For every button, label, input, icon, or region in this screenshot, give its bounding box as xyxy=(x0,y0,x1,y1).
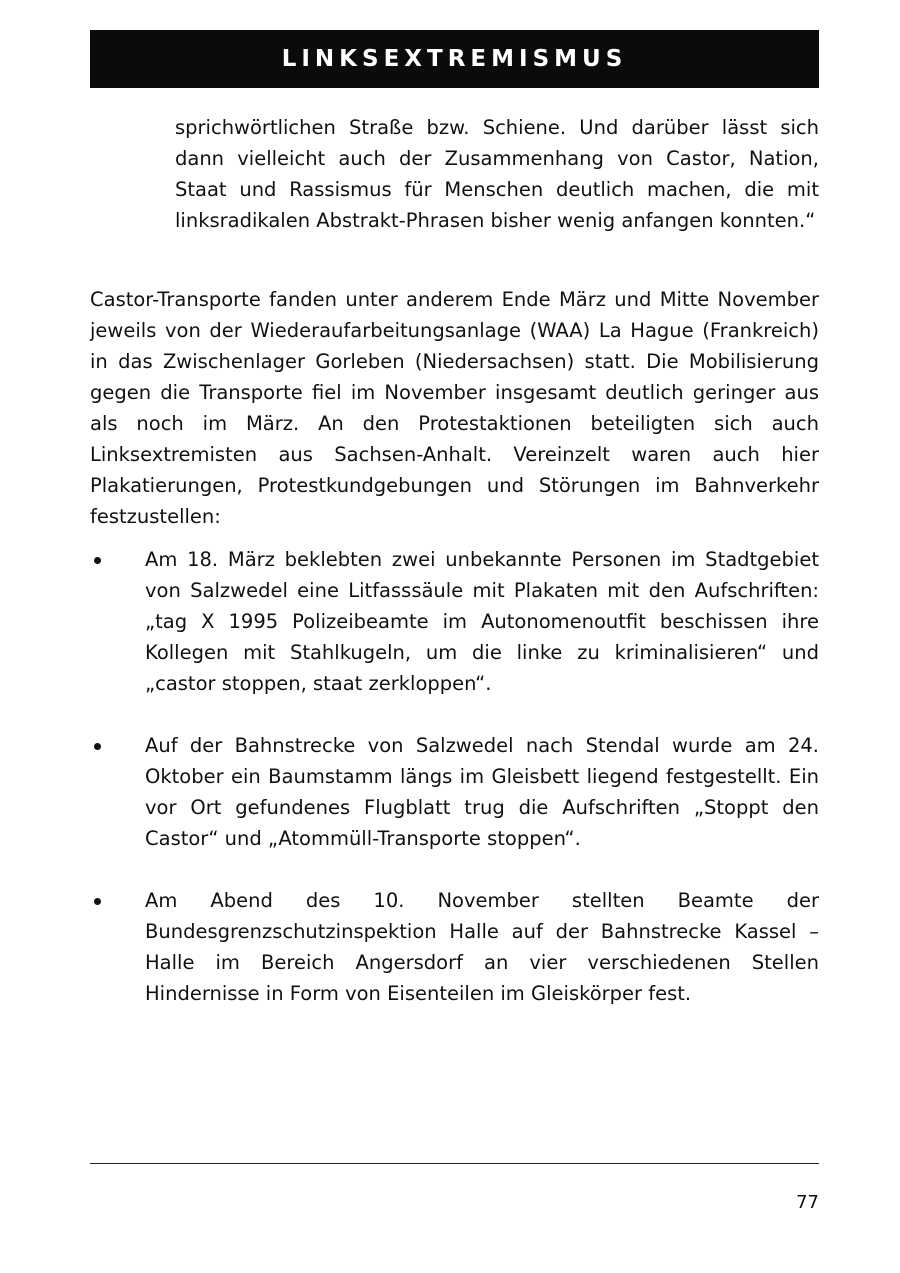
list-item-text: Auf der Bahnstrecke von Salzwedel nach Stendal wurde am 24. Oktober ein Baumstamm längs im Gleisbett liegend festgestellt. Ein vor Ort gefundenes Flugblatt trug die Aufschriften „Stoppt den Castor“ und „Atommüll-Transporte stoppen“. xyxy=(145,734,819,850)
bullet-icon xyxy=(94,898,101,905)
footer-divider xyxy=(90,1163,819,1164)
list-item xyxy=(90,730,819,854)
quote-continuation: sprichwörtlichen Straße bzw. Schiene. Und darüber lässt sich dann vielleicht auch der Zusammenhang von Castor, Nation, Staat und Rassismus für Menschen deutlich machen, die mit linksradikalen Abstrakt-Phrasen bisher wenig anfangen konnten.“ xyxy=(175,116,819,232)
bullet-icon xyxy=(94,743,101,750)
section-header-bar xyxy=(90,30,819,88)
list-item xyxy=(90,544,819,699)
list-item-text: Am Abend des 10. November stellten Beamte der Bundesgrenzschutzinspektion Halle auf der Bahnstrecke Kassel – Halle im Bereich Angersdorf an vier verschiedenen Stellen Hindernisse in Form von Eisenteilen im Gleiskörper fest. xyxy=(145,889,819,1005)
body-paragraph: Castor-Transporte fanden unter anderem Ende März und Mitte November jeweils von der Wiederaufarbeitungsanlage (WAA) La Hague (Frankreich) in das Zwischenlager Gorleben (Niedersachsen) statt. Die Mobilisierung gegen die Transporte fiel im November insgesamt deutlich geringer aus als noch im März. An den Protestaktionen beteiligten sich auch Linksextremisten aus Sachsen-Anhalt. Vereinzelt waren auch hier Plakatierungen, Protestkundgebungen und Störungen im Bahnverkehr festzustellen: xyxy=(90,288,819,528)
list-item xyxy=(90,885,819,1009)
page-number: 77 xyxy=(796,1192,819,1213)
bullet-icon xyxy=(94,557,101,564)
list-item-text: Am 18. März beklebten zwei unbekannte Personen im Stadtgebiet von Salzwedel eine Litfasssäule mit Plakaten mit den Aufschriften: „tag X 1995 Polizeibeamte im Autonomenoutfit beschissen ihre Kollegen mit Stahlkugeln, um die linke zu kriminalisieren“ und „castor stoppen, staat zerkloppen“. xyxy=(145,548,819,695)
section-title: LINKSEXTREMISMUS xyxy=(281,46,628,72)
incident-list xyxy=(90,544,819,1040)
